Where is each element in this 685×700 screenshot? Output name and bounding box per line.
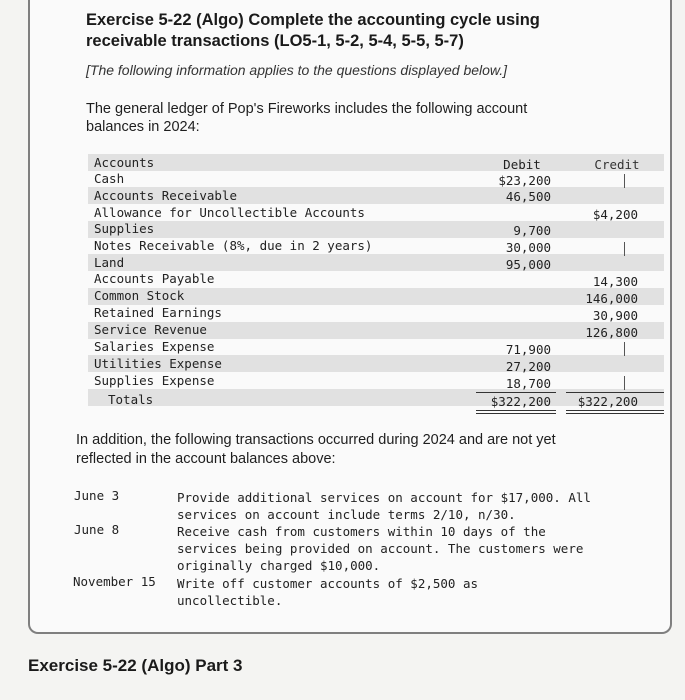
transactions-intro: In addition, the following transactions occurred during 2024 and are not yet reflected in the account balances above:: [76, 432, 556, 467]
intro-note: [The following information applies to the questions displayed below.]: [86, 62, 508, 78]
credit-amount: 146,000: [585, 291, 638, 306]
part-heading: Exercise 5-22 (Algo) Part 3: [28, 656, 243, 675]
account-name: Retained Earnings: [94, 305, 222, 320]
transaction-date: November 15: [73, 574, 156, 589]
transaction-date: June 3: [74, 488, 120, 503]
transaction-description: Write off customer accounts of $2,500 as uncollectible.: [177, 576, 479, 608]
account-name: Allowance for Uncollectible Accounts: [94, 205, 365, 220]
account-name: Land: [94, 255, 125, 270]
account-name: Common Stock: [94, 288, 185, 303]
ledger-intro: The general ledger of Pop's Fireworks includes the following account balances in 2024:: [86, 101, 528, 135]
account-name: Cash: [94, 171, 125, 186]
debit-amount: 30,000: [505, 240, 551, 255]
debit-amount: 46,500: [505, 189, 551, 204]
col-header-credit: Credit: [594, 157, 640, 172]
account-name: Accounts Payable: [94, 271, 215, 286]
debit-amount: 27,200: [505, 359, 551, 374]
debit-amount: 95,000: [505, 257, 551, 272]
account-name: Service Revenue: [94, 322, 207, 337]
credit-amount: 14,300: [592, 274, 638, 289]
credit-amount: $4,200: [592, 207, 638, 222]
stripe: [88, 154, 664, 171]
account-name: Accounts Receivable: [94, 188, 237, 203]
debit-amount: 9,700: [513, 223, 551, 238]
col-header-accounts: Accounts: [94, 155, 155, 170]
total-debit: $322,200: [490, 394, 551, 409]
transaction-date: June 8: [74, 522, 120, 537]
exercise-title: Exercise 5-22 (Algo) Complete the accounting cycle using receivable transactions (LO5-1, 5-2, 5-4, 5-5, 5-7): [86, 11, 540, 50]
transaction-description: Receive cash from customers within 10 days of the services being provided on account. The customers were originally charged $10,000.: [177, 524, 584, 573]
stripe: [88, 221, 664, 238]
credit-amount: 30,900: [592, 308, 638, 323]
ledger-table: [88, 152, 664, 414]
account-name: Supplies Expense: [94, 373, 215, 388]
total-credit: $322,200: [577, 394, 638, 409]
debit-amount: 71,900: [505, 342, 551, 357]
account-name: Utilities Expense: [94, 356, 222, 371]
debit-amount: 18,700: [505, 376, 551, 391]
account-name: Salaries Expense: [94, 339, 215, 354]
transaction-description: Provide additional services on account for $17,000. All services on account include terms 2/10, n/30.: [177, 490, 591, 522]
col-header-debit: Debit: [503, 157, 541, 172]
account-name: Supplies: [94, 221, 155, 236]
totals-label: Totals: [108, 392, 154, 407]
credit-amount: 126,800: [585, 325, 638, 340]
debit-amount: $23,200: [498, 173, 551, 188]
account-name: Notes Receivable (8%, due in 2 years): [94, 238, 373, 253]
stripe: [88, 254, 664, 271]
